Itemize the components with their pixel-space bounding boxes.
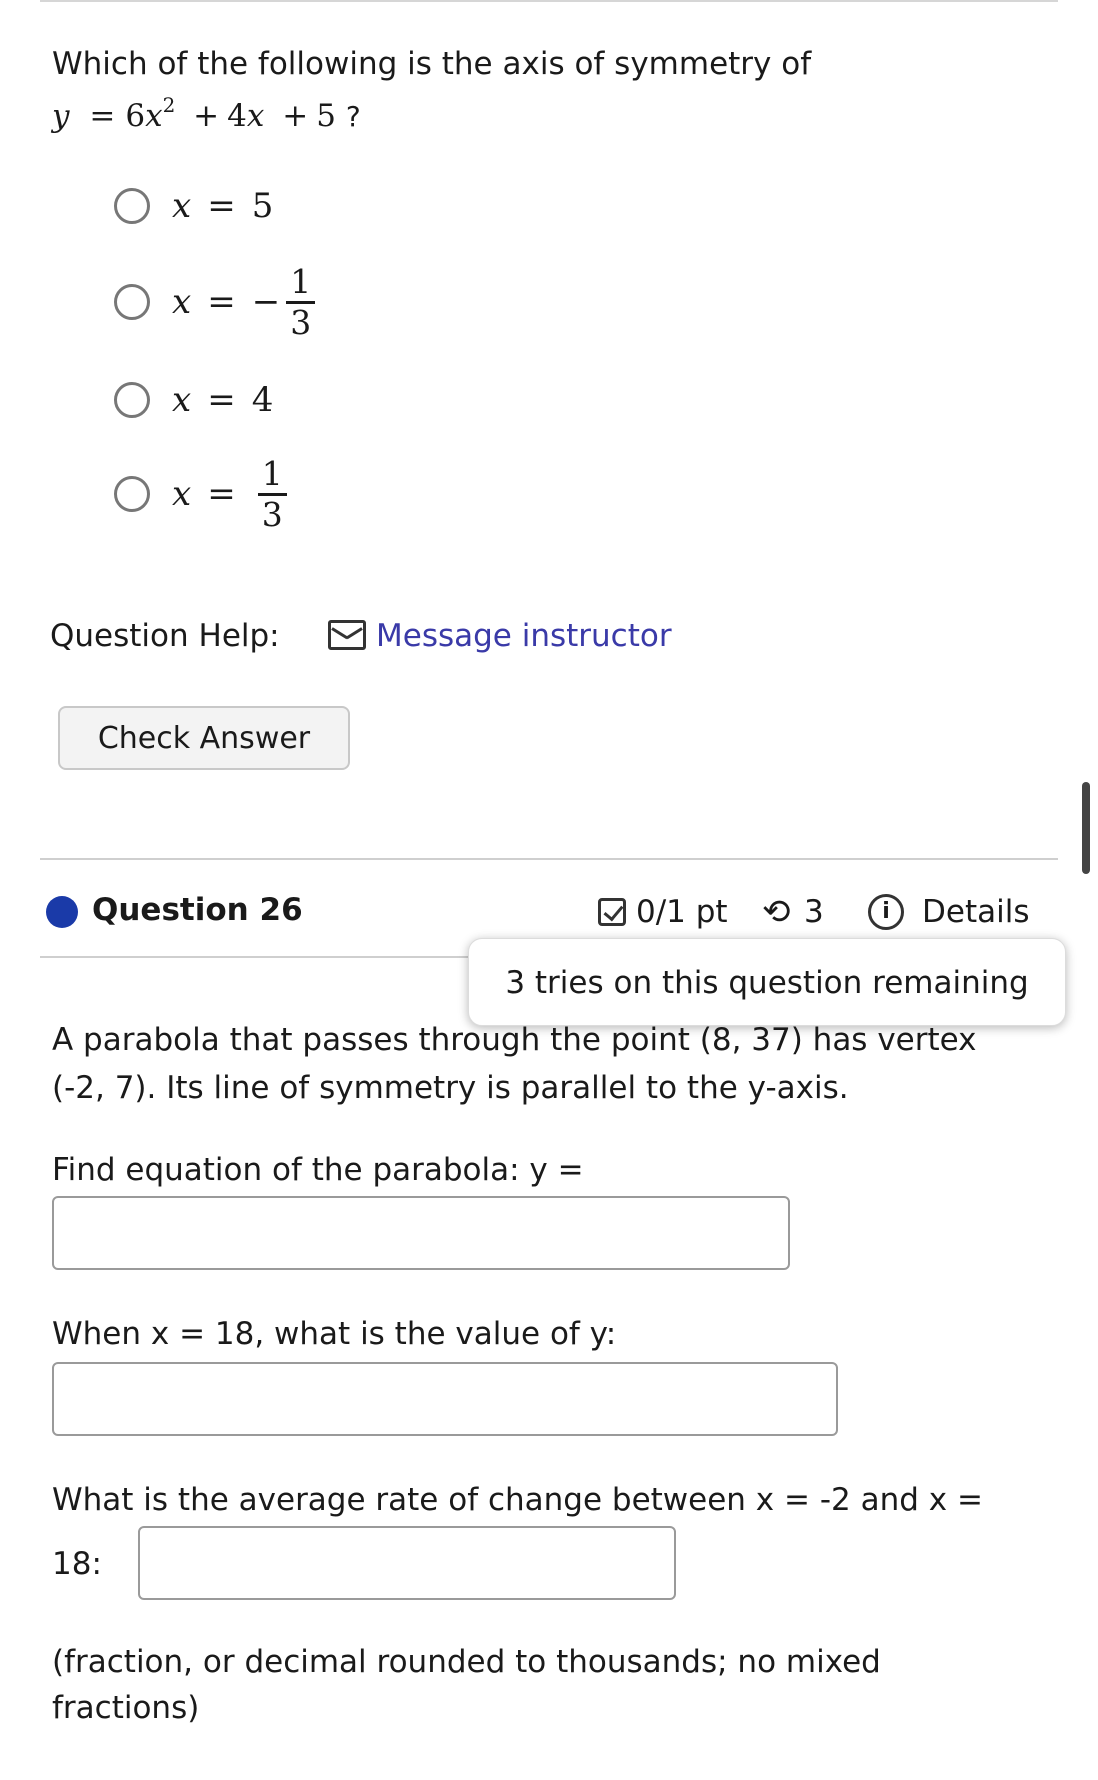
answer-option-4[interactable] (114, 453, 287, 534)
part-3-label-line-2: 18: (52, 1546, 102, 1582)
question-title: Question 26 (92, 892, 303, 928)
eq-question-mark: ? (345, 100, 361, 133)
eq-a: 6 (125, 98, 146, 134)
question-status-dot (46, 896, 78, 928)
eq-x2: x (246, 98, 265, 134)
answer-option-3[interactable] (114, 370, 273, 430)
fraction: $\frac{1}{3}$ (286, 263, 315, 342)
top-divider (40, 0, 1058, 2)
option-label: x = − $\frac{1}{3}$ (172, 263, 315, 342)
question-body-line-1: A parabola that passes through the point (8, 37) has vertex (52, 1022, 977, 1058)
part-1-label: Find equation of the parabola: y = (52, 1152, 584, 1188)
question-score: 0/1 pt (636, 894, 728, 930)
eq-x: x (145, 98, 163, 134)
scrollbar-thumb[interactable] (1082, 782, 1090, 874)
rate-of-change-input[interactable] (138, 1526, 676, 1600)
eq-plus-2: + (282, 98, 309, 134)
retry-count: 3 (804, 894, 824, 930)
radio-button[interactable] (114, 188, 150, 224)
eq-equals: = (89, 98, 116, 134)
info-icon[interactable]: i (868, 894, 904, 930)
radio-button[interactable] (114, 382, 150, 418)
part-3-label-line-1: What is the average rate of change between x = -2 and x = (52, 1482, 983, 1518)
option-label: x = $\frac{1}{3}$ (172, 455, 287, 534)
radio-button[interactable] (114, 476, 150, 512)
prev-question-equation (52, 93, 361, 137)
section-divider (40, 858, 1058, 860)
tries-remaining-tooltip: 3 tries on this question remaining (468, 938, 1066, 1026)
check-answer-button[interactable]: Check Answer (58, 706, 350, 770)
checkbox-icon (598, 898, 626, 926)
eq-c: 5 (316, 98, 336, 134)
answer-option-2[interactable] (114, 261, 315, 342)
parabola-equation-input[interactable] (52, 1196, 790, 1270)
y-value-input[interactable] (52, 1362, 838, 1436)
part-2-label: When x = 18, what is the value of y: (52, 1316, 617, 1352)
question-body-line-2: (-2, 7). Its line of symmetry is parallel to the y-axis. (52, 1070, 849, 1106)
eq-b: 4 (227, 98, 247, 134)
eq-plus-1: + (193, 98, 220, 134)
envelope-icon[interactable] (328, 620, 366, 650)
option-label: x = 5 (172, 186, 274, 226)
question-help-label: Question Help: (50, 618, 280, 654)
details-link[interactable]: Details (922, 894, 1030, 930)
prev-question-prompt: Which of the following is the axis of symmetry of (52, 46, 812, 82)
retry-icon: ⟲ (762, 892, 791, 932)
answer-option-1[interactable] (114, 176, 273, 236)
header-divider (40, 956, 480, 958)
eq-exp: 2 (162, 93, 176, 117)
answer-format-note-line-2: fractions) (52, 1690, 200, 1726)
option-label: x = 4 (172, 380, 274, 420)
fraction: $\frac{1}{3}$ (258, 455, 287, 534)
radio-button[interactable] (114, 284, 150, 320)
eq-y: y (52, 98, 70, 134)
message-instructor-link[interactable]: Message instructor (376, 618, 672, 654)
answer-format-note-line-1: (fraction, or decimal rounded to thousands; no mixed (52, 1644, 881, 1680)
